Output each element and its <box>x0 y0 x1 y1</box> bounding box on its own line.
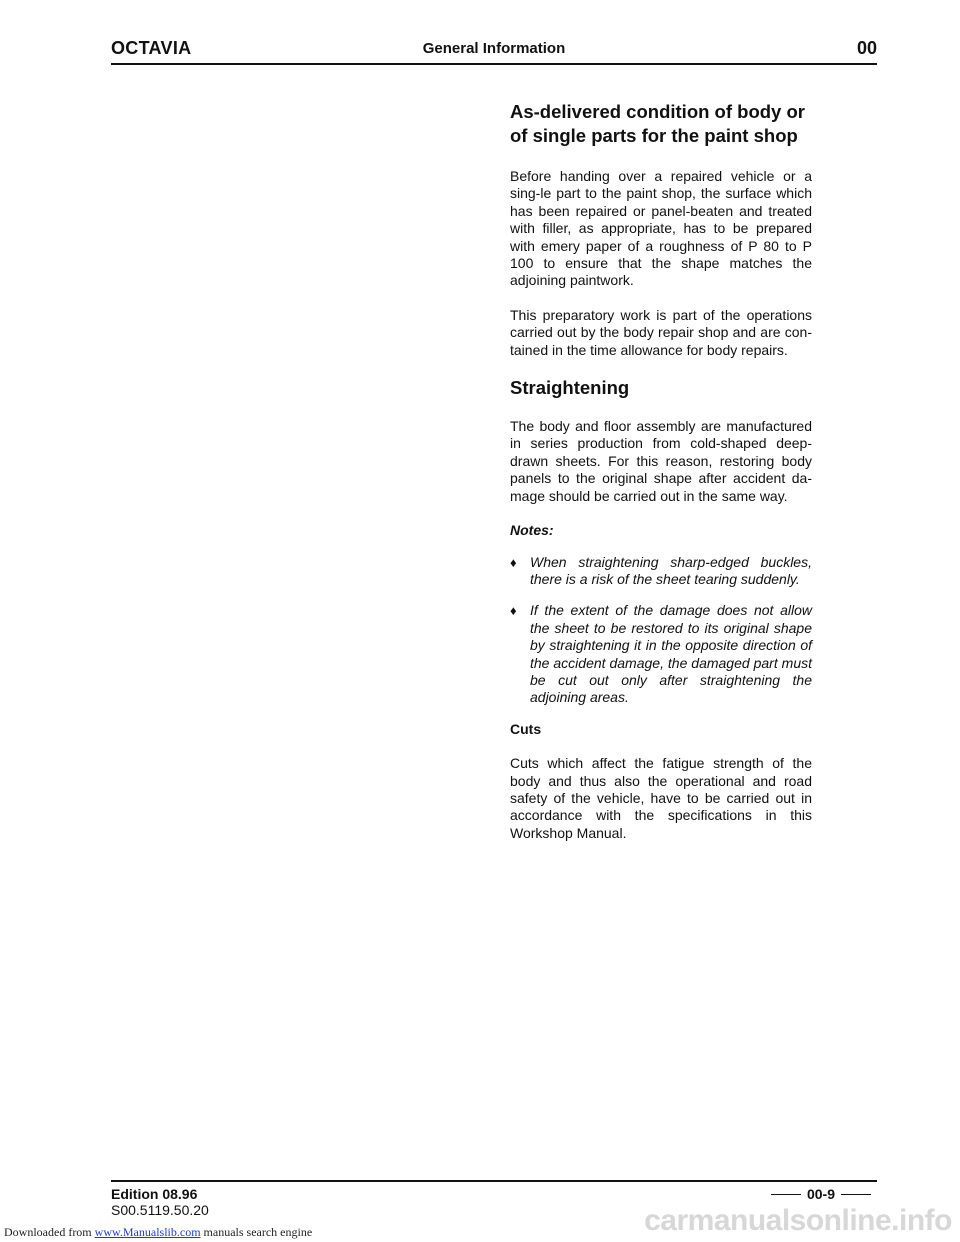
edition-label: Edition 08.96 <box>111 1186 198 1202</box>
document-number: S00.5119.50.20 <box>111 1202 209 1218</box>
section-title: General Information <box>422 40 566 57</box>
paragraph: The body and floor assembly are manufactured in series production from cold-shaped deep-drawn sheets. For this reason, restoring body panels to the original shape after accident da-mage should be carried out in the same way. <box>510 418 812 504</box>
download-suffix: manuals search engine <box>203 1225 313 1239</box>
page-number <box>765 1186 877 1202</box>
main-content <box>510 100 812 859</box>
note-text: If the extent of the damage does not allow the sheet to be restored to its original shape by straightening it in the opposite direction of the accident damage, the damaged part must be cut out only after straightening the adjoining areas. <box>530 602 812 706</box>
page-number-text: 00-9 <box>806 1186 835 1202</box>
heading-line: of single parts for the paint shop <box>510 125 798 146</box>
brand-title: OCTAVIA <box>111 38 192 58</box>
cuts-label: Cuts <box>510 720 542 737</box>
note-item <box>510 602 812 706</box>
page-header <box>111 36 877 64</box>
note-text: When straightening sharp-edged buckles, there is a risk of the sheet tearing suddenly. <box>530 553 812 587</box>
paragraph: This preparatory work is part of the operations carried out by the body repair shop and are con-tained in the time allowance for body repairs. <box>510 306 812 358</box>
diamond-bullet-icon: ♦ <box>510 603 517 619</box>
download-prefix: Downloaded from <box>4 1225 92 1239</box>
page-number-dash <box>771 1194 801 1195</box>
watermark: carmanualsonline.info <box>644 1204 952 1237</box>
page-number-dash <box>841 1194 871 1195</box>
diamond-bullet-icon: ♦ <box>510 554 517 570</box>
heading-as-delivered <box>510 100 812 148</box>
footer-divider <box>111 1180 877 1182</box>
note-item <box>510 554 812 589</box>
heading-line: As-delivered condition of body or <box>510 101 805 122</box>
heading-straightening: Straightening <box>510 377 630 399</box>
download-credit <box>4 1225 312 1240</box>
manualslib-link[interactable]: www.Manualslib.com <box>94 1225 201 1239</box>
chapter-number: 00 <box>856 38 877 58</box>
paragraph: Cuts which affect the fatigue strength of the body and thus also the operational and road safety of the vehicle, have to be carried out in accordance with the specifications in this Workshop Manual. <box>510 755 812 841</box>
header-divider <box>111 63 877 65</box>
paragraph: Before handing over a repaired vehicle or a sing-le part to the paint shop, the surface which has been repaired or panel-beaten and treated with filler, as appropriate, has to be prepared with emery paper of a roughness of P 80 to P 100 to ensure that the shape matches the adjoining paintwork. <box>510 168 812 289</box>
notes-label: Notes: <box>510 522 554 539</box>
